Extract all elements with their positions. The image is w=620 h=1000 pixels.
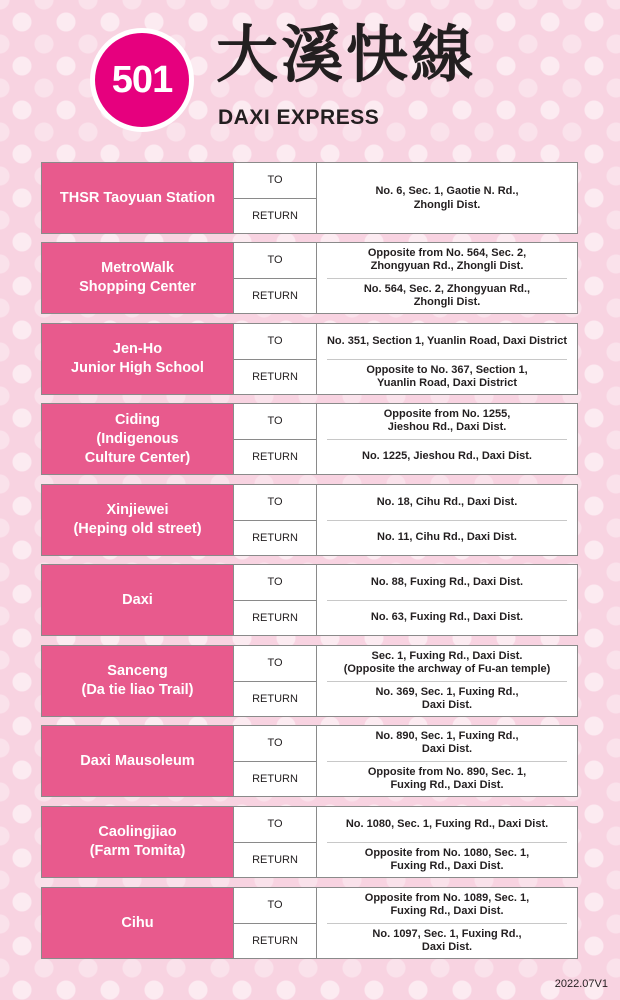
direction-return: RETURN [234,600,316,636]
address-return: Opposite from No. 1080, Sec. 1, Fuxing Rd., Daxi Dist. [327,842,567,878]
stop-name: MetroWalk Shopping Center [42,243,233,313]
address-column [317,726,577,796]
address-return: No. 63, Fuxing Rd., Daxi Dist. [327,600,567,636]
address-column [317,324,577,394]
address-column [317,485,577,555]
stop-name: Daxi [42,565,233,635]
direction-return: RETURN [234,681,316,717]
address-return: No. 11, Cihu Rd., Daxi Dist. [327,520,567,556]
address-column [317,565,577,635]
title-chinese: 大溪快線 [216,18,477,91]
direction-to: TO [267,335,283,348]
direction-column [233,565,317,635]
header [0,0,620,150]
stop-name: Cihu [42,888,233,958]
stop-row [41,484,578,556]
stop-row [41,242,578,314]
address-return: Opposite to No. 367, Section 1, Yuanlin Road, Daxi District [327,359,567,395]
address-column [317,646,577,716]
direction-return: RETURN [234,439,316,475]
direction-return: RETURN [234,278,316,314]
direction-to: TO [267,254,283,267]
direction-column [233,726,317,796]
direction-to: TO [267,899,283,912]
direction-return: RETURN [234,923,316,959]
address-return: Opposite from No. 890, Sec. 1, Fuxing Rd., Daxi Dist. [327,761,567,797]
address-column [317,243,577,313]
stop-row [41,162,578,234]
stop-row [41,725,578,797]
address-column [317,404,577,474]
stop-name: Jen-Ho Junior High School [42,324,233,394]
stop-name: Ciding (Indigenous Culture Center) [42,404,233,474]
address-to: Sec. 1, Fuxing Rd., Daxi Dist. (Opposite the archway of Fu-an temple) [343,650,551,676]
direction-return: RETURN [234,198,316,234]
title-english: DAXI EXPRESS [218,106,380,129]
stop-name: Sanceng (Da tie liao Trail) [42,646,233,716]
address-column [317,163,577,233]
direction-to: TO [267,496,283,509]
address-to: Opposite from No. 1089, Sec. 1, Fuxing Rd., Daxi Dist. [364,892,530,918]
address-to: No. 1080, Sec. 1, Fuxing Rd., Daxi Dist. [345,817,549,830]
direction-column [233,807,317,877]
stop-name: THSR Taoyuan Station [42,163,233,233]
stop-name: Caolingjiao (Farm Tomita) [42,807,233,877]
address-return: No. 564, Sec. 2, Zhongyuan Rd., Zhongli Dist. [327,278,567,314]
stop-row [41,887,578,959]
address-column [317,888,577,958]
address: No. 6, Sec. 1, Gaotie N. Rd., Zhongli Dist. [375,185,519,211]
direction-to: TO [267,576,283,589]
direction-column [233,888,317,958]
direction-return: RETURN [234,761,316,797]
stop-name: Daxi Mausoleum [42,726,233,796]
address-column [317,807,577,877]
direction-to: TO [267,818,283,831]
route-badge [90,28,194,132]
stop-row [41,403,578,475]
direction-column [233,163,317,233]
direction-to: TO [267,415,283,428]
direction-to: TO [267,657,283,670]
address-to: Opposite from No. 564, Sec. 2, Zhongyuan Rd., Zhongli Dist. [367,247,527,273]
route-number: 501 [95,33,189,127]
direction-return: RETURN [234,520,316,556]
direction-column [233,324,317,394]
stop-row [41,564,578,636]
direction-column [233,243,317,313]
stop-row [41,323,578,395]
direction-return: RETURN [234,842,316,878]
address-return: No. 1225, Jieshou Rd., Daxi Dist. [327,439,567,475]
version-label: 2022.07V1 [554,978,608,990]
direction-to: TO [267,737,283,750]
stop-row [41,645,578,717]
stop-row [41,806,578,878]
address-return: No. 1097, Sec. 1, Fuxing Rd., Daxi Dist. [327,923,567,959]
address-to: No. 88, Fuxing Rd., Daxi Dist. [370,575,524,588]
address-to: Opposite from No. 1255, Jieshou Rd., Daxi Dist. [383,408,511,434]
address-to: No. 890, Sec. 1, Fuxing Rd., Daxi Dist. [375,730,519,756]
stop-name: Xinjiewei (Heping old street) [42,485,233,555]
direction-column [233,485,317,555]
address-return: No. 369, Sec. 1, Fuxing Rd., Daxi Dist. [327,681,567,717]
address-to: No. 351, Section 1, Yuanlin Road, Daxi District [326,334,568,347]
direction-to: TO [267,174,283,187]
direction-column [233,404,317,474]
address-to: No. 18, Cihu Rd., Daxi Dist. [376,495,518,508]
direction-return: RETURN [234,359,316,395]
direction-column [233,646,317,716]
